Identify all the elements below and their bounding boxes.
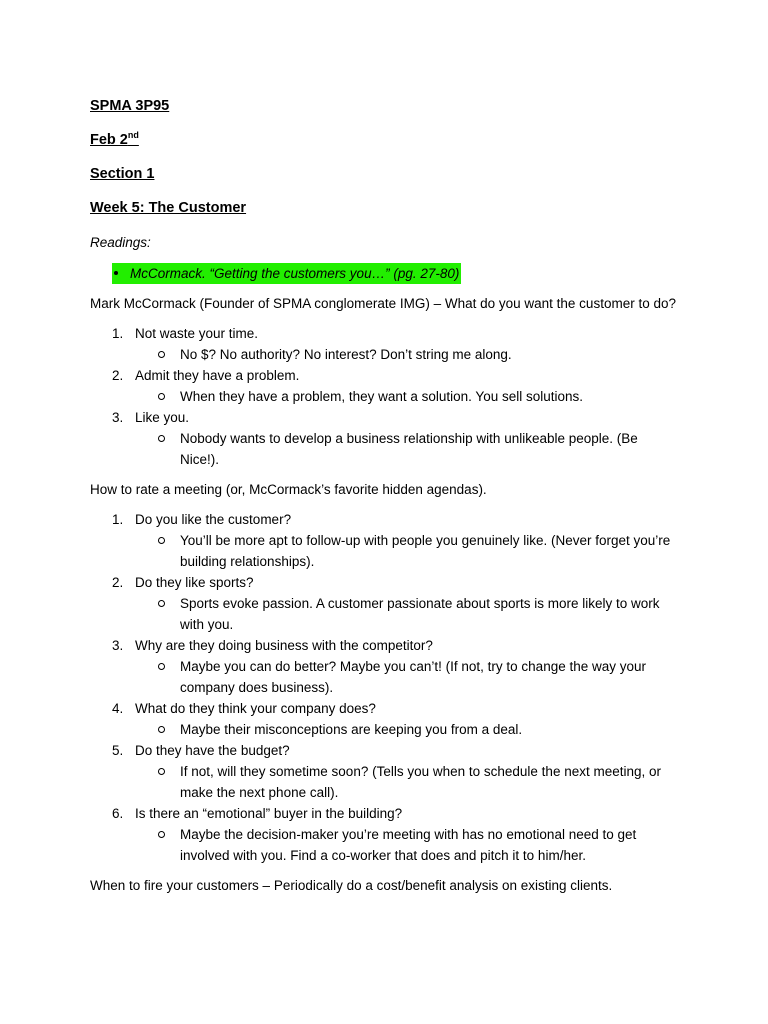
- list-item-text: Not waste your time.: [135, 326, 259, 341]
- list-item-number: 1.: [112, 512, 124, 527]
- list-item-number: 1.: [112, 326, 124, 341]
- hollow-bullet-icon: [158, 831, 165, 838]
- list-item-text: Admit they have a problem.: [135, 368, 300, 383]
- sub-list: [135, 656, 678, 698]
- list-item-text: Do they have the budget?: [135, 743, 290, 758]
- list-item: [90, 407, 678, 470]
- section-heading: Section 1: [90, 166, 155, 182]
- list-item-number: 4.: [112, 701, 124, 716]
- reading-item: [112, 263, 678, 284]
- sub-list: [135, 530, 678, 572]
- hollow-bullet-icon: [158, 600, 165, 607]
- date-heading: [90, 130, 678, 151]
- intro-paragraph: Mark McCormack (Founder of SPMA conglomerate IMG) – What do you want the customer to do?: [90, 296, 676, 311]
- closing-paragraph: When to fire your customers – Periodically do a cost/benefit analysis on existing clients.: [90, 878, 613, 893]
- sub-list-item-text: When they have a problem, they want a solution. You sell solutions.: [180, 389, 583, 404]
- sub-list-item-text: If not, will they sometime soon? (Tells you when to schedule the next meeting, or make the next phone call).: [180, 764, 661, 800]
- hidden-agendas-list: [90, 509, 678, 866]
- course-code-heading: SPMA 3P95: [90, 98, 170, 114]
- list-item-number: 2.: [112, 575, 124, 590]
- list-item-text: Do you like the customer?: [135, 512, 292, 527]
- sub-list-item: [135, 530, 678, 572]
- sub-list-item-text: Maybe the decision-maker you’re meeting with has no emotional need to get involved with you. Find a co-worker that does and pitch it to him/her.: [180, 827, 637, 863]
- hollow-bullet-icon: [158, 435, 165, 442]
- list-item-number: 5.: [112, 743, 124, 758]
- customer-wants-list: [90, 323, 678, 470]
- list-item-text: Like you.: [135, 410, 190, 425]
- list-item-text: Is there an “emotional” buyer in the building?: [135, 806, 403, 821]
- sub-list-item: [135, 428, 678, 470]
- sub-list-item: [135, 344, 678, 365]
- week-heading: Week 5: The Customer: [90, 200, 247, 216]
- sub-list: [135, 824, 678, 866]
- sub-list-item: [135, 386, 678, 407]
- sub-list-item-text: Nobody wants to develop a business relationship with unlikeable people. (Be Nice!).: [180, 431, 638, 467]
- reading-item-text: McCormack. “Getting the customers you…” (pg. 27-80): [130, 266, 460, 281]
- list-item: [90, 803, 678, 866]
- list-item: [90, 572, 678, 635]
- date-text: Feb 2: [90, 132, 128, 148]
- list-item-text: What do they think your company does?: [135, 701, 376, 716]
- sub-list-item-text: You’ll be more apt to follow-up with people you genuinely like. (Never forget you’re building relationships).: [180, 533, 671, 569]
- list-item: [90, 365, 678, 407]
- list-item: [90, 698, 678, 740]
- sub-list-item: [135, 824, 678, 866]
- list-item-text: Why are they doing business with the competitor?: [135, 638, 433, 653]
- sub-list: [135, 761, 678, 803]
- sub-list-item: [135, 761, 678, 803]
- hollow-bullet-icon: [158, 393, 165, 400]
- list-item-number: 2.: [112, 368, 124, 383]
- bullet-icon: [114, 271, 118, 275]
- hollow-bullet-icon: [158, 726, 165, 733]
- sub-list-item: [135, 593, 678, 635]
- hollow-bullet-icon: [158, 768, 165, 775]
- sub-list: [135, 344, 678, 365]
- sub-list-item-text: Maybe you can do better? Maybe you can’t! (If not, try to change the way your company does business).: [180, 659, 647, 695]
- list-item-number: 6.: [112, 806, 124, 821]
- sub-list: [135, 593, 678, 635]
- list-item-text: Do they like sports?: [135, 575, 254, 590]
- readings-label: Readings:: [90, 235, 151, 250]
- sub-list: [135, 428, 678, 470]
- hollow-bullet-icon: [158, 537, 165, 544]
- date-ordinal-suffix: nd: [127, 130, 139, 141]
- sub-list-item-text: Maybe their misconceptions are keeping you from a deal.: [180, 722, 523, 737]
- sub-list: [135, 719, 678, 740]
- list-item-number: 3.: [112, 638, 124, 653]
- list-item: [90, 509, 678, 572]
- sub-list-item: [135, 719, 678, 740]
- hollow-bullet-icon: [158, 663, 165, 670]
- sub-list-item: [135, 656, 678, 698]
- rate-meeting-paragraph: How to rate a meeting (or, McCormack’s favorite hidden agendas).: [90, 482, 487, 497]
- sub-list-item-text: No $? No authority? No interest? Don’t string me along.: [180, 347, 512, 362]
- list-item: [90, 740, 678, 803]
- list-item-number: 3.: [112, 410, 124, 425]
- list-item: [90, 323, 678, 365]
- sub-list-item-text: Sports evoke passion. A customer passionate about sports is more likely to work with you.: [180, 596, 660, 632]
- reading-highlight: [112, 263, 461, 284]
- hollow-bullet-icon: [158, 351, 165, 358]
- list-item: [90, 635, 678, 698]
- sub-list: [135, 386, 678, 407]
